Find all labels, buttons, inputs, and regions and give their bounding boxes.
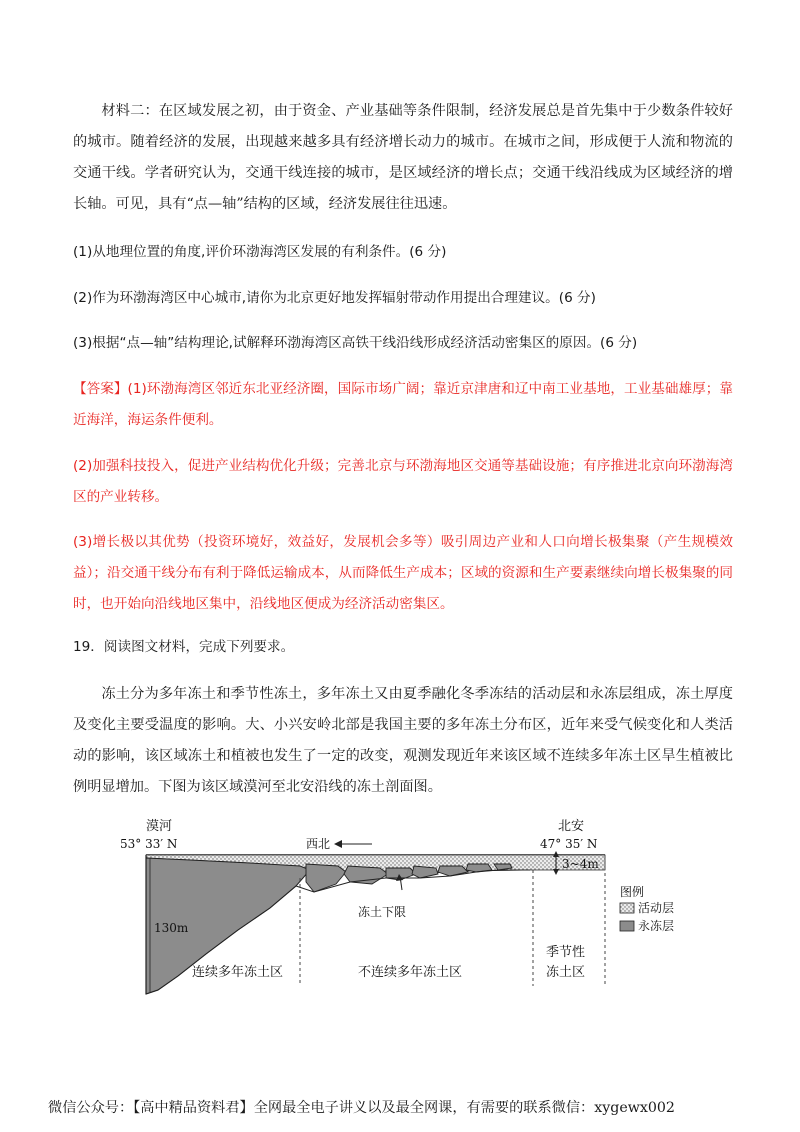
question-19-material: 冻土分为多年冻土和季节性冻土，多年冻土又由夏季融化冬季冻结的活动层和永冻层组成，冻土厚度及变化主要受温度的影响。大、小兴安岭北部是我国主要的多年冻土分布区，近年来受气候变化和人类活动的影响，该区域冻土和植被也发生了一定的改变，观测发现近年来该区域不连续多年冻土区旱生植被比例明显增加。下图为该区域漠河至北安沿线的冻土剖面图。 <box>73 686 733 795</box>
answer-label: 【答案】 <box>73 381 128 397</box>
legend-title: 图例 <box>620 885 645 899</box>
label-130m: 130m <box>154 921 189 935</box>
question-1: (1)从地理位置的角度,评价环渤海湾区发展的有利条件。(6 分) <box>73 244 447 260</box>
answer-part-1 <box>73 374 733 436</box>
legend-active-label: 活动层 <box>638 901 675 915</box>
label-northwest: 西北 <box>306 837 331 851</box>
answer-part-3: (3)增长极以其优势（投资环境好，效益好，发展机会多等）吸引周边产业和人口向增长极集聚（产生规模效益）；沿交通干线分布有利于降低运输成本，从而降低生产成本；区域的资源和生产要素继续向增长极集聚的同时，也开始向沿线地区集中，沿线地区便成为经济活动密集区。 <box>73 534 733 612</box>
legend-perma-label: 永冻层 <box>638 919 675 933</box>
label-lower-limit: 冻土下限 <box>358 905 407 919</box>
label-beian-lat: 47° 35′ N <box>540 837 598 851</box>
answer-part-2: (2)加强科技投入，促进产业结构优化升级；完善北京与环渤海地区交通等基础设施；有序推进北京向环渤海湾区的产业转移。 <box>73 458 733 505</box>
zone-seasonal-label-2: 冻土区 <box>546 965 586 980</box>
label-beian: 北安 <box>558 819 585 834</box>
question-2: (2)作为环渤海湾区中心城市,请你为北京更好地发挥辐射带动作用提出合理建议。(6 分) <box>73 290 596 306</box>
material-2-paragraph: 材料二：在区域发展之初，由于资金、产业基础等条件限制，经济发展总是首先集中于少数条件较好的城市。随着经济的发展，出现越来越多具有经济增长动力的城市。在城市之间，形成便于人流和物流的交通干线。学者研究认为，交通干线连接的城市，是区域经济的增长点；交通干线沿线成为区域经济的增长轴。可见，具有“点—轴”结构的区域，经济发展往往迅速。 <box>73 103 733 212</box>
permafrost-profile-figure <box>110 808 690 1008</box>
perma-island-2 <box>344 866 388 884</box>
legend-perma-swatch <box>620 921 634 931</box>
answer-part-1-text: (1)环渤海湾区邻近东北亚经济圈，国际市场广阔；靠近京津唐和辽中南工业基地，工业基础雄厚；靠近海洋，海运条件便利。 <box>73 381 733 428</box>
zone-discontinuous-label: 不连续多年冻土区 <box>358 965 463 980</box>
legend-active-swatch <box>620 903 634 913</box>
label-mohe-lat: 53° 33′ N <box>120 837 178 851</box>
question-3: (3)根据“点—轴”结构理论,试解释环渤海湾区高铁干线沿线形成经济活动密集区的原因。(6 分) <box>73 335 638 351</box>
question-19-title: 19．阅读图文材料，完成下列要求。 <box>73 639 295 655</box>
label-mohe: 漠河 <box>146 819 173 834</box>
zone-continuous-label: 连续多年冻土区 <box>192 965 284 980</box>
footer-wechat-note: 微信公众号：【高中精品资料君】全网最全电子讲义以及最全网课，有需要的联系微信：xygewx002 <box>48 1100 675 1116</box>
perma-island-1 <box>306 864 346 892</box>
zone-seasonal-label-1: 季节性 <box>546 945 586 960</box>
label-3-4m: 3~4m <box>562 857 599 871</box>
perma-island-4 <box>412 866 438 878</box>
perma-island-5 <box>438 866 468 876</box>
